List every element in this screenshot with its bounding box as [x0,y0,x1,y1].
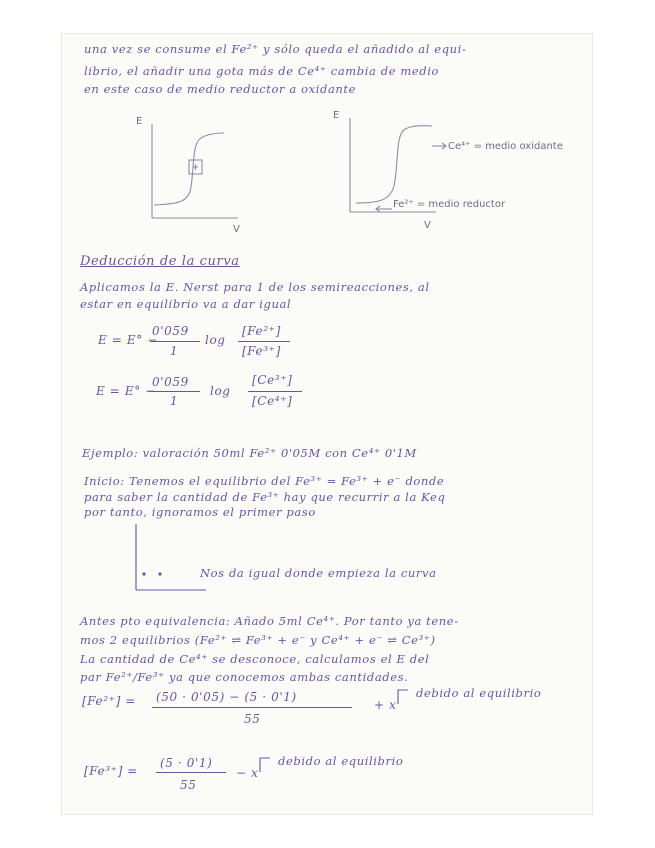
before-line-3: La cantidad de Ce⁴⁺ se desconoce, calculamos el E del [80,652,430,666]
y-axis-label-left: E [136,116,143,127]
intro-line-1: una vez se consume el Fe²⁺ y sólo queda el añadido al equi- [84,42,467,56]
eq4-lhs: [Fe³⁺] = [84,764,138,778]
lower-plateau-label: Fe²⁺ = medio reductor [393,199,506,210]
before-line-2: mos 2 equilibrios (Fe²⁺ ⇌ Fe³⁺ + e⁻ y Ce⁴⁺ + e⁻ ⇌ Ce³⁺) [80,633,436,647]
eq2-num: 0'059 [152,375,189,389]
eq4-num: (5 · 0'1) [160,756,213,770]
before-line-1: Antes pto equivalencia: Añado 5ml Ce⁴⁺. Por tanto ya tene- [80,614,459,628]
curve-right [356,126,432,203]
section-title: Deducción de la curva [80,254,240,269]
upper-plateau-label: Ce⁴⁺ = medio oxidante [448,141,563,152]
eq4-note: debido al equilibrio [278,754,404,768]
eq1-num: 0'059 [152,324,189,338]
start-line-1: Inicio: Tenemos el equilibrio del Fe³⁺ = Fe³⁺ + e⁻ donde [84,474,445,488]
eq2-lhs: E = E° − [96,384,156,398]
nernst-line-1: Aplicamos la E. Nerst para 1 de los semireacciones, al [80,280,430,294]
eq3-num: (50 · 0'05) − (5 · 0'1) [156,690,297,704]
eq2-frac-den: [Ce⁴⁺] [252,394,293,408]
box-note: Nos da igual donde empieza la curva [200,566,437,580]
x-axis-label-left: V [233,224,240,235]
eq3-den: 55 [244,712,261,726]
start-line-3: por tanto, ignoramos el primer paso [84,505,316,519]
eq1-log: log [205,333,226,347]
intro-line-3: en este caso de medio reductor a oxidante [84,82,357,96]
start-line-2: para saber la cantidad de Fe³⁺ hay que recurrir a la Keq [84,490,446,504]
intro-line-2: librio, el añadir una gota más de Ce⁴⁺ cambia de medio [84,64,440,78]
eq3-note: debido al equilibrio [416,686,542,700]
eq1-den: 1 [170,344,179,358]
eq3-tail: + x [374,698,397,712]
graph-right [333,110,563,231]
graph-left [136,116,240,235]
eq2-den: 1 [170,394,179,408]
nernst-line-2: estar en equilibrio va a dar igual [80,297,292,311]
start-axes-sketch [130,522,210,594]
eq1-frac-den: [Fe³⁺] [242,344,281,358]
eq3-lhs: [Fe²⁺] = [82,694,136,708]
eq4-den: 55 [180,778,197,792]
eq2-log: log [210,384,231,398]
y-axis-label-right: E [333,110,340,121]
eq2-frac-num: [Ce³⁺] [252,373,293,387]
eq1-frac-num: [Fe²⁺] [242,324,281,338]
example-line: Ejemplo: valoración 50ml Fe²⁺ 0'05M con Ce⁴⁺ 0'1M [82,446,417,460]
eq4-tail: − x [236,766,259,780]
x-axis-label-right: V [424,220,431,231]
before-line-4: par Fe²⁺/Fe³⁺ ya que conocemos ambas cantidades. [80,670,409,684]
eq1-lhs: E = E° − [98,333,158,347]
